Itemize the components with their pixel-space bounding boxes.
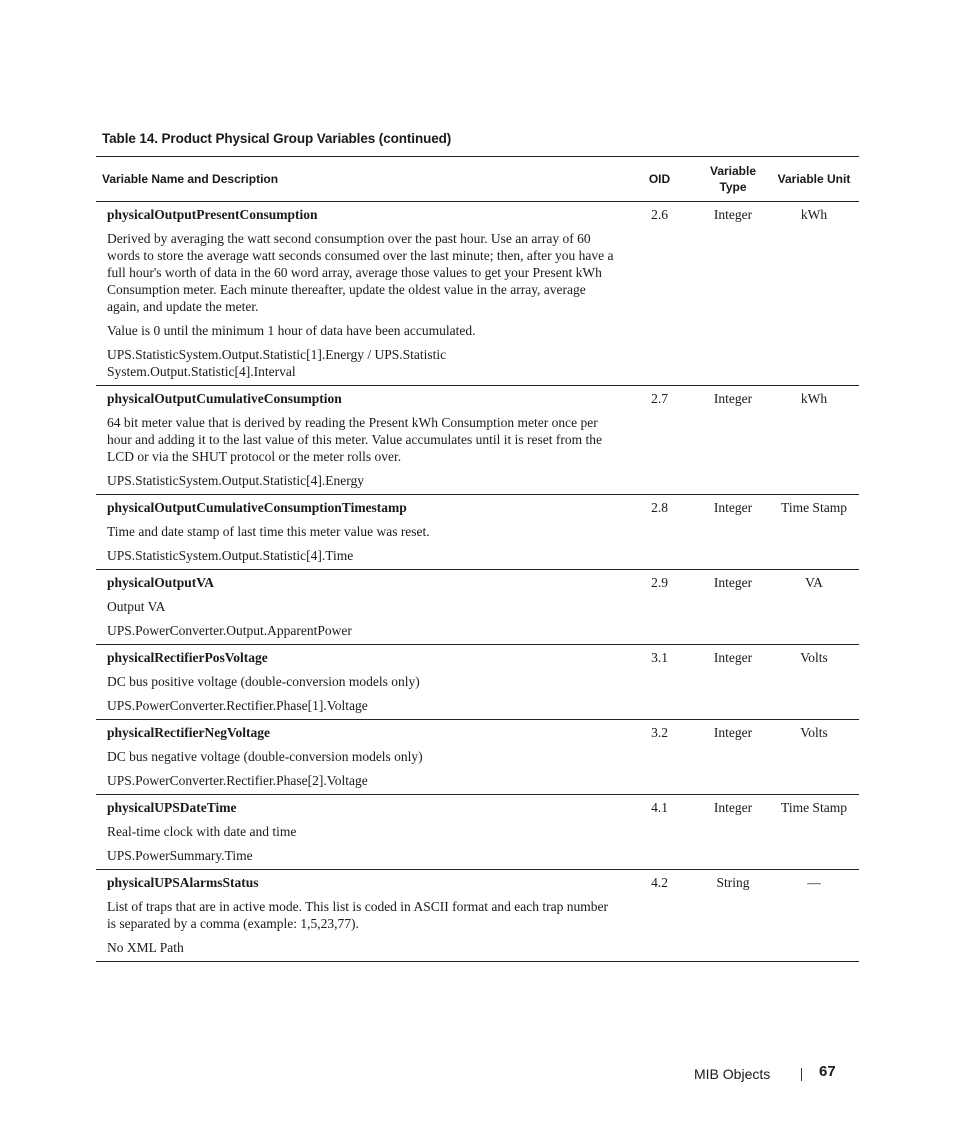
variable-paragraph: No XML Path [107, 940, 184, 955]
type-cell: Integer [713, 500, 753, 515]
variable-description-cell [96, 202, 622, 385]
header-unit: Variable Unit [777, 172, 851, 186]
oid-cell: 2.6 [651, 207, 668, 222]
header-name: Variable Name and Description [102, 172, 279, 186]
type-cell: Integer [713, 800, 753, 815]
variables-table [96, 156, 859, 962]
variable-name: physicalUPSAlarmsStatus [107, 875, 259, 890]
type-cell: Integer [713, 207, 753, 222]
variable-paragraph: Real-time clock with date and time [107, 824, 297, 839]
variable-paragraph: UPS.StatisticSystem.Output.Statistic[1].Energy / UPS.Statistic System.Output.Statistic[4].Interval [107, 347, 447, 379]
variable-paragraph: UPS.StatisticSystem.Output.Statistic[4].Energy [107, 473, 365, 488]
oid-cell: 2.9 [651, 575, 668, 590]
variable-name: physicalOutputVA [107, 575, 215, 590]
variable-paragraph: UPS.StatisticSystem.Output.Statistic[4].Time [107, 548, 354, 563]
variable-name: physicalRectifierNegVoltage [107, 725, 270, 740]
table-row [96, 202, 859, 386]
type-cell: Integer [713, 391, 753, 406]
variable-description-cell [96, 645, 622, 719]
table-header [96, 157, 859, 202]
variable-name: physicalRectifierPosVoltage [107, 650, 268, 665]
unit-cell: kWh [800, 207, 828, 222]
table-row [96, 795, 859, 870]
unit-cell: Time Stamp [781, 800, 847, 815]
variable-paragraph: Value is 0 until the minimum 1 hour of data have been accumulated. [107, 323, 476, 338]
variable-paragraph: 64 bit meter value that is derived by reading the Present kWh Consumption meter once per hour and adding it to the last value of this meter. Value accumulates until it is reset from the LCD or via the SHUT protocol or the meter rolls over. [107, 415, 603, 464]
oid-cell: 4.2 [651, 875, 668, 890]
variable-paragraph: Output VA [107, 599, 166, 614]
table-row [96, 495, 859, 570]
variable-name: physicalUPSDateTime [107, 800, 237, 815]
table-row [96, 570, 859, 645]
oid-cell: 3.1 [651, 650, 668, 665]
page-footer [0, 1063, 954, 1087]
footer-section: MIB Objects [694, 1066, 771, 1082]
variable-paragraph: DC bus positive voltage (double-conversion models only) [107, 674, 420, 689]
variable-description-cell [96, 495, 622, 569]
table-row [96, 870, 859, 962]
unit-cell: kWh [800, 391, 828, 406]
variable-description-cell [96, 795, 622, 869]
type-cell: Integer [713, 575, 753, 590]
unit-cell: — [807, 875, 821, 890]
oid-cell: 2.7 [651, 391, 668, 406]
variable-paragraph: UPS.PowerSummary.Time [107, 848, 253, 863]
variable-description-cell [96, 720, 622, 794]
unit-cell: Volts [800, 650, 828, 665]
oid-cell: 4.1 [651, 800, 668, 815]
type-cell: String [716, 875, 750, 890]
variable-paragraph: UPS.PowerConverter.Output.ApparentPower [107, 623, 352, 638]
table-row [96, 645, 859, 720]
oid-cell: 2.8 [651, 500, 668, 515]
unit-cell: Time Stamp [781, 500, 847, 515]
variable-paragraph: List of traps that are in active mode. This list is coded in ASCII format and each trap number is separated by a comma (example: 1,5,23,77). [107, 899, 608, 931]
variable-name: physicalOutputPresentConsumption [107, 207, 318, 222]
header-oid: OID [648, 172, 671, 186]
variable-paragraph: Derived by averaging the watt second consumption over the past hour. Use an array of 60 words to store the average watt seconds consumed over the last minute; then, after you have a full hour's worth of data in the 60 word array, average those values to get your Present kWh Consumption meter. Each minute thereafter, update the oldest value in the array, average again, and update the meter. [107, 231, 614, 314]
header-type: Variable Type [709, 164, 757, 194]
variable-description-cell [96, 870, 622, 961]
unit-cell: VA [805, 575, 823, 590]
variable-paragraph: Time and date stamp of last time this meter value was reset. [107, 524, 430, 539]
variable-paragraph: UPS.PowerConverter.Rectifier.Phase[1].Voltage [107, 698, 368, 713]
table-body [96, 202, 859, 962]
variable-name: physicalOutputCumulativeConsumptionTimestamp [107, 500, 407, 515]
variable-description-cell [96, 386, 622, 494]
table-caption: Table 14. Product Physical Group Variables (continued) [102, 131, 452, 146]
type-cell: Integer [713, 725, 753, 740]
table-row [96, 386, 859, 495]
oid-cell: 3.2 [651, 725, 668, 740]
type-cell: Integer [713, 650, 753, 665]
unit-cell: Volts [800, 725, 828, 740]
variable-description-cell [96, 570, 622, 644]
variable-paragraph: DC bus negative voltage (double-conversion models only) [107, 749, 423, 764]
variable-name: physicalOutputCumulativeConsumption [107, 391, 342, 406]
footer-separator [801, 1068, 802, 1081]
table-row [96, 720, 859, 795]
variable-paragraph: UPS.PowerConverter.Rectifier.Phase[2].Voltage [107, 773, 368, 788]
page-number: 67 [819, 1063, 836, 1080]
